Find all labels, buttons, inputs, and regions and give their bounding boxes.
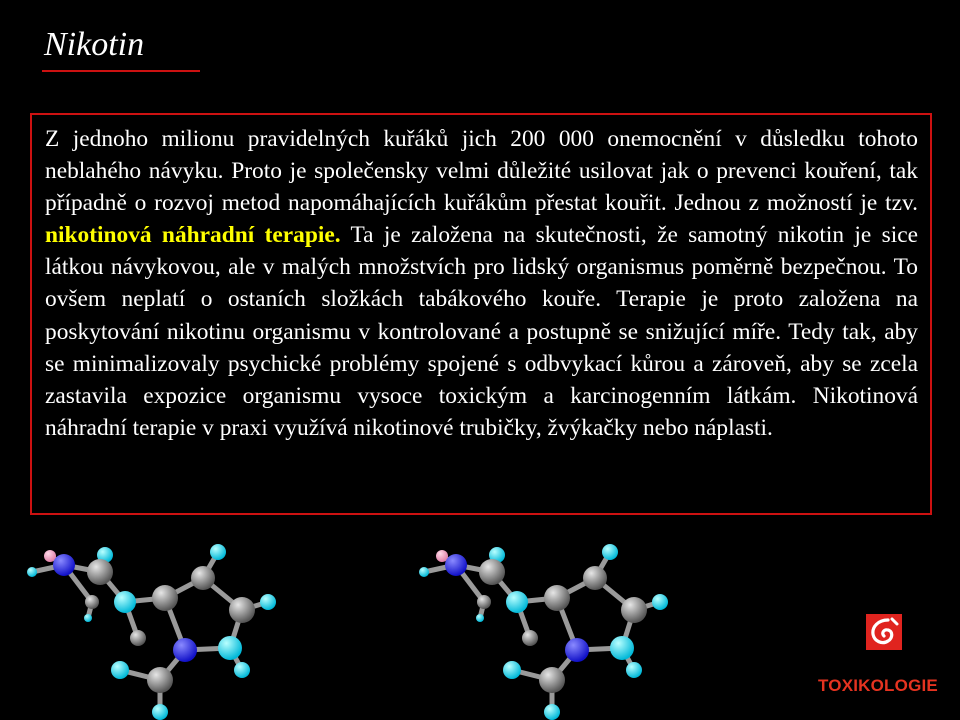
toxikologie-logo-icon xyxy=(866,614,902,650)
text-box xyxy=(30,113,932,515)
highlight-term: nikotinová náhradní terapie. xyxy=(45,222,341,249)
molecule-model-right xyxy=(412,540,712,720)
slide-title: Nikotin xyxy=(44,26,145,63)
molecule-model-left xyxy=(20,540,320,720)
paragraph-part-2: Ta je založena na skutečnosti, že samotný nikotin je sice látkou návykovou, ale v malých množstvích pro lidský organismus poměrně bezpečnou. To ovšem neplatí o ostaních složkách tabákového kouře. Terapie je proto založena na poskytování nikotinu organismu v kontrolované a postupně se snižující míře. Tedy tak, aby se minimalizovaly psychické problémy spojené s odbvykací kůrou a zároveň, aby se zcela zastavila expozice organismu vysoce toxickým a karcinogenním látkám. Nikotinová náhradní terapie v praxi využívá nikotinové trubičky, žvýkačky nebo náplasti. xyxy=(45,222,918,441)
title-underline xyxy=(42,70,200,72)
body-paragraph xyxy=(45,123,918,444)
paragraph-part-1: Z jednoho milionu pravidelných kuřáků jich 200 000 onemocnění v důsledku tohoto neblahého návyku. Proto je společensky velmi důležité usilovat jak o prevenci kouření, tak případně o rozvoj metod napomáhajících kuřákům přestat kouřit. Jednou z možností je tzv. xyxy=(45,126,918,217)
toxikologie-logo-text: TOXIKOLOGIE xyxy=(818,676,938,695)
